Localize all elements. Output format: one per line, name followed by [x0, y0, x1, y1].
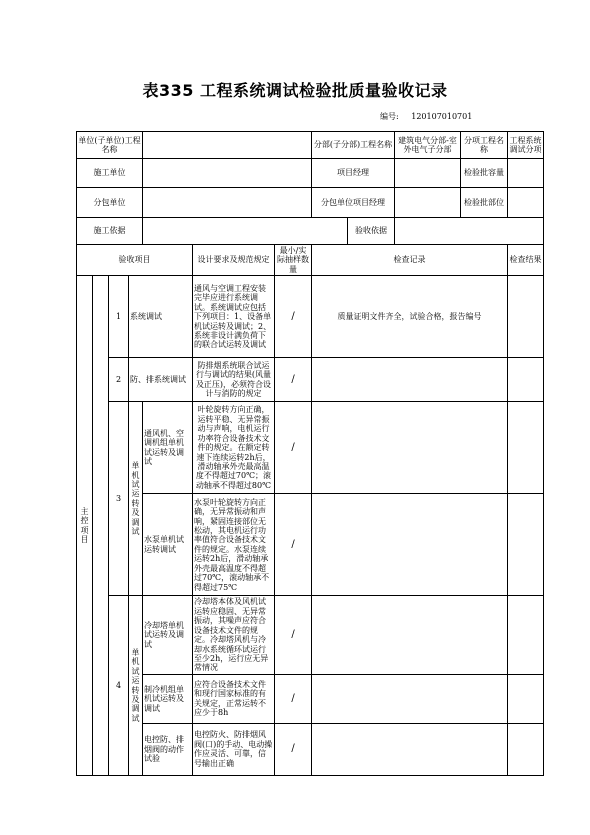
page-title: 表335 工程系统调试检验批质量验收记录: [142, 81, 448, 100]
spacer-col: [93, 276, 109, 776]
construction-unit-value[interactable]: [143, 159, 312, 188]
item-name-label: 分项工程名称: [461, 132, 508, 159]
batch-capacity-value[interactable]: [508, 159, 544, 188]
code-value: 120107010701: [411, 112, 473, 121]
code-label: 编号:: [380, 112, 399, 121]
row4a-sample: /: [275, 596, 312, 675]
construction-unit-label: 施工单位: [77, 159, 143, 188]
col-record: 检查记录: [312, 245, 508, 276]
row1-result[interactable]: [508, 276, 544, 358]
row4-group: 单机试运转及调试: [129, 596, 143, 776]
batch-location-value[interactable]: [508, 188, 544, 218]
sub-project-manager-value[interactable]: [395, 188, 461, 218]
row4c-result[interactable]: [508, 723, 544, 775]
record-code: [380, 111, 472, 122]
row1-design: 通风与空调工程安装完毕应进行系统调试。系统调试应包括下列项目：1、设备单机试运转及调试；2、系统非设计满负荷下的联合试运转及调试: [193, 276, 275, 358]
col-result: 检查结果: [508, 245, 544, 276]
acceptance-basis-value[interactable]: [395, 218, 544, 245]
main-items-label: [77, 276, 93, 776]
unit-name-value[interactable]: [143, 132, 312, 159]
col-items: 验收项目: [77, 245, 193, 276]
row4a-name: 冷却塔单机试运转及调试: [143, 596, 193, 675]
subdivision-label: 分部(子分部)工程名称: [312, 132, 395, 159]
row3-num: 3: [109, 402, 129, 596]
row4b-design: 应符合设备技术文件和现行国家标准的有关规定，正常运转不应少于8h: [193, 674, 275, 723]
row3a-result[interactable]: [508, 402, 544, 494]
sub-project-manager-label: 分包单位项目经理: [312, 188, 395, 218]
row4b-record[interactable]: [312, 674, 508, 723]
unit-name-label: 单位(子单位)工程名称: [77, 132, 143, 159]
row4a-record[interactable]: [312, 596, 508, 675]
row1-num: 1: [109, 276, 129, 358]
row3b-sample: /: [275, 494, 312, 596]
project-manager-value[interactable]: [395, 159, 461, 188]
row2-record[interactable]: [312, 358, 508, 402]
item-name-value: 工程系统调试分项: [508, 132, 544, 159]
row2-sample: /: [275, 358, 312, 402]
acceptance-basis-label: 验收依据: [348, 218, 395, 245]
row2-name: 防、排系统调试: [129, 358, 193, 402]
row3a-design: 叶轮旋转方向正确，运转平稳、无异常振动与声响，电机运行功率符合设备技术文件的规定。在额定转速下连续运转2h后，滑动轴承外壳最高温度不得超过70℃；滚动轴承不得超过80℃: [193, 402, 275, 494]
row4b-sample: /: [275, 674, 312, 723]
basis-label: 施工依据: [77, 218, 143, 245]
row3a-name: 通风机、空调机组单机试运转及调试: [143, 402, 193, 494]
row4b-result[interactable]: [508, 674, 544, 723]
row4a-design: 冷却塔本体及风机试运转应稳固、无异常振动，其噪声应符合设备技术文件的规定。冷却塔风机与冷却水系统循环试运行至少2h，运行应无异常情况: [193, 596, 275, 675]
row4c-sample: /: [275, 723, 312, 775]
main-items-text: 主控项目: [80, 507, 89, 544]
row3-group: 单机试运转及调试: [129, 402, 143, 596]
row3a-sample: /: [275, 402, 312, 494]
row4c-name: 电控防、排烟阀的动作试验: [143, 723, 193, 775]
row3b-record[interactable]: [312, 494, 508, 596]
acceptance-table: [76, 131, 544, 776]
col-design: 设计要求及规范规定: [193, 245, 275, 276]
row2-design: 防排烟系统联合试运行与调试的结果(风量及正压)，必须符合设计与消防的规定: [193, 358, 275, 402]
row3b-design: 水泵叶轮旋转方向正确，无异常振动和声响，紧固连接部位无松动，其电机运行功率值符合设备技术文件的规定。水泵连续运转2h后，滑动轴承外壳最高温度不得超过70℃，滚动轴承不得超过75℃: [193, 494, 275, 596]
col-sample: 最小/实际抽样数量: [275, 245, 312, 276]
batch-capacity-label: 检验批容量: [461, 159, 508, 188]
row4c-record[interactable]: [312, 723, 508, 775]
row4-num: 4: [109, 596, 129, 776]
row1-name: 系统调试: [129, 276, 193, 358]
row4b-name: 制冷机组单机试运转及调试: [143, 674, 193, 723]
subcontract-unit-value[interactable]: [143, 188, 312, 218]
row3b-result[interactable]: [508, 494, 544, 596]
batch-location-label: 检验批部位: [461, 188, 508, 218]
row3a-record[interactable]: [312, 402, 508, 494]
row1-record[interactable]: 质量证明文件齐全，试验合格，报告编号: [312, 276, 508, 358]
basis-value[interactable]: [143, 218, 348, 245]
row1-sample: /: [275, 276, 312, 358]
row4a-result[interactable]: [508, 596, 544, 675]
subcontract-unit-label: 分包单位: [77, 188, 143, 218]
subdivision-value: 建筑电气分部-室外电气子分部: [395, 132, 461, 159]
row2-num: 2: [109, 358, 129, 402]
row2-result[interactable]: [508, 358, 544, 402]
row3b-name: 水泵单机试运转调试: [143, 494, 193, 596]
project-manager-label: 项目经理: [312, 159, 395, 188]
row4c-design: 电控防火、防排烟风阀(口)的手动、电动操作应灵活、可靠，信号输出正确: [193, 723, 275, 775]
